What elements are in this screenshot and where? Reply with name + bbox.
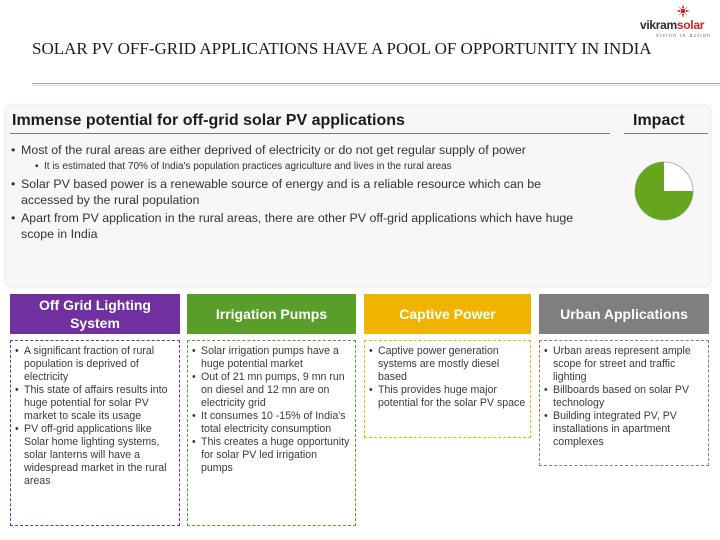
column-bullet: • A significant fraction of rural population is deprived of electricity [15,345,175,384]
potential-heading: Immense potential for off-grid solar PV applications [12,112,405,129]
column-header-off-grid-lighting: Off Grid Lighting System [10,294,180,334]
column-bullet: • Out of 21 mn pumps, 9 mn run on diesel and 12 mn are on electricity grid [192,371,351,410]
column-bullet: • It consumes 10 -15% of India's total electricity consumption [192,410,351,436]
slide-title: SOLAR PV OFF-GRID APPLICATIONS HAVE A POOL OF OPPORTUNITY IN INDIA [32,39,652,58]
column-bullet: • Captive power generation systems are mostly diesel based [369,345,526,384]
potential-bullet: • Solar PV based power is a renewable source of energy and is a reliable resource which can be accessed by the rural population [10,176,590,208]
title-divider [32,83,720,84]
impact-heading-rule [624,133,708,134]
column-body-captive-power [364,340,531,438]
impact-heading: Impact [633,112,685,129]
column-header-captive-power: Captive Power [364,294,531,334]
logo-wordmark [640,18,704,32]
potential-bullet: • Most of the rural areas are either deprived of electricity or do not get regular supply of power [10,142,590,158]
column-body-irrigation-pumps [187,340,356,526]
column-header-urban-applications: Urban Applications [539,294,709,334]
potential-sub-bullet: ▪ It is estimated that 70% of India's population practices agriculture and lives in the rural areas [10,160,590,174]
column-body-urban-applications [539,340,709,466]
column-bullet: • Urban areas represent ample scope for street and traffic lighting [544,345,704,384]
column-bullet: • Solar irrigation pumps have a huge potential market [192,345,351,371]
logo-name-part: solar [676,18,705,32]
logo-name-part: vikram [640,18,677,32]
potential-heading-rule [10,133,610,134]
column-bullet: • Billboards based on solar PV technology [544,384,704,410]
potential-bullet: • Apart from PV application in the rural areas, there are other PV off-grid applications which have huge scope in India [10,210,590,242]
sun-logo-icon [676,4,690,18]
column-bullet: • Building integrated PV, PV installations in apartment complexes [544,410,704,449]
column-bullet: • This provides huge major potential for the solar PV space [369,384,526,410]
column-bullet: • PV off-grid applications like Solar home lighting systems, solar lanterns will have a widespread market in the rural areas [15,423,175,488]
column-header-irrigation-pumps: Irrigation Pumps [187,294,356,334]
logo-tagline: vision in action [656,33,712,39]
column-body-off-grid-lighting [10,340,180,526]
potential-bullet-list [10,142,590,242]
company-logo [640,4,720,42]
impact-harvey-ball-icon [633,160,695,222]
title-divider-shadow [32,85,720,86]
column-bullet: • This state of affairs results into huge potential for solar PV market to scale its usage [15,384,175,423]
column-bullet: • This creates a huge opportunity for solar PV led irrigation pumps [192,436,351,475]
